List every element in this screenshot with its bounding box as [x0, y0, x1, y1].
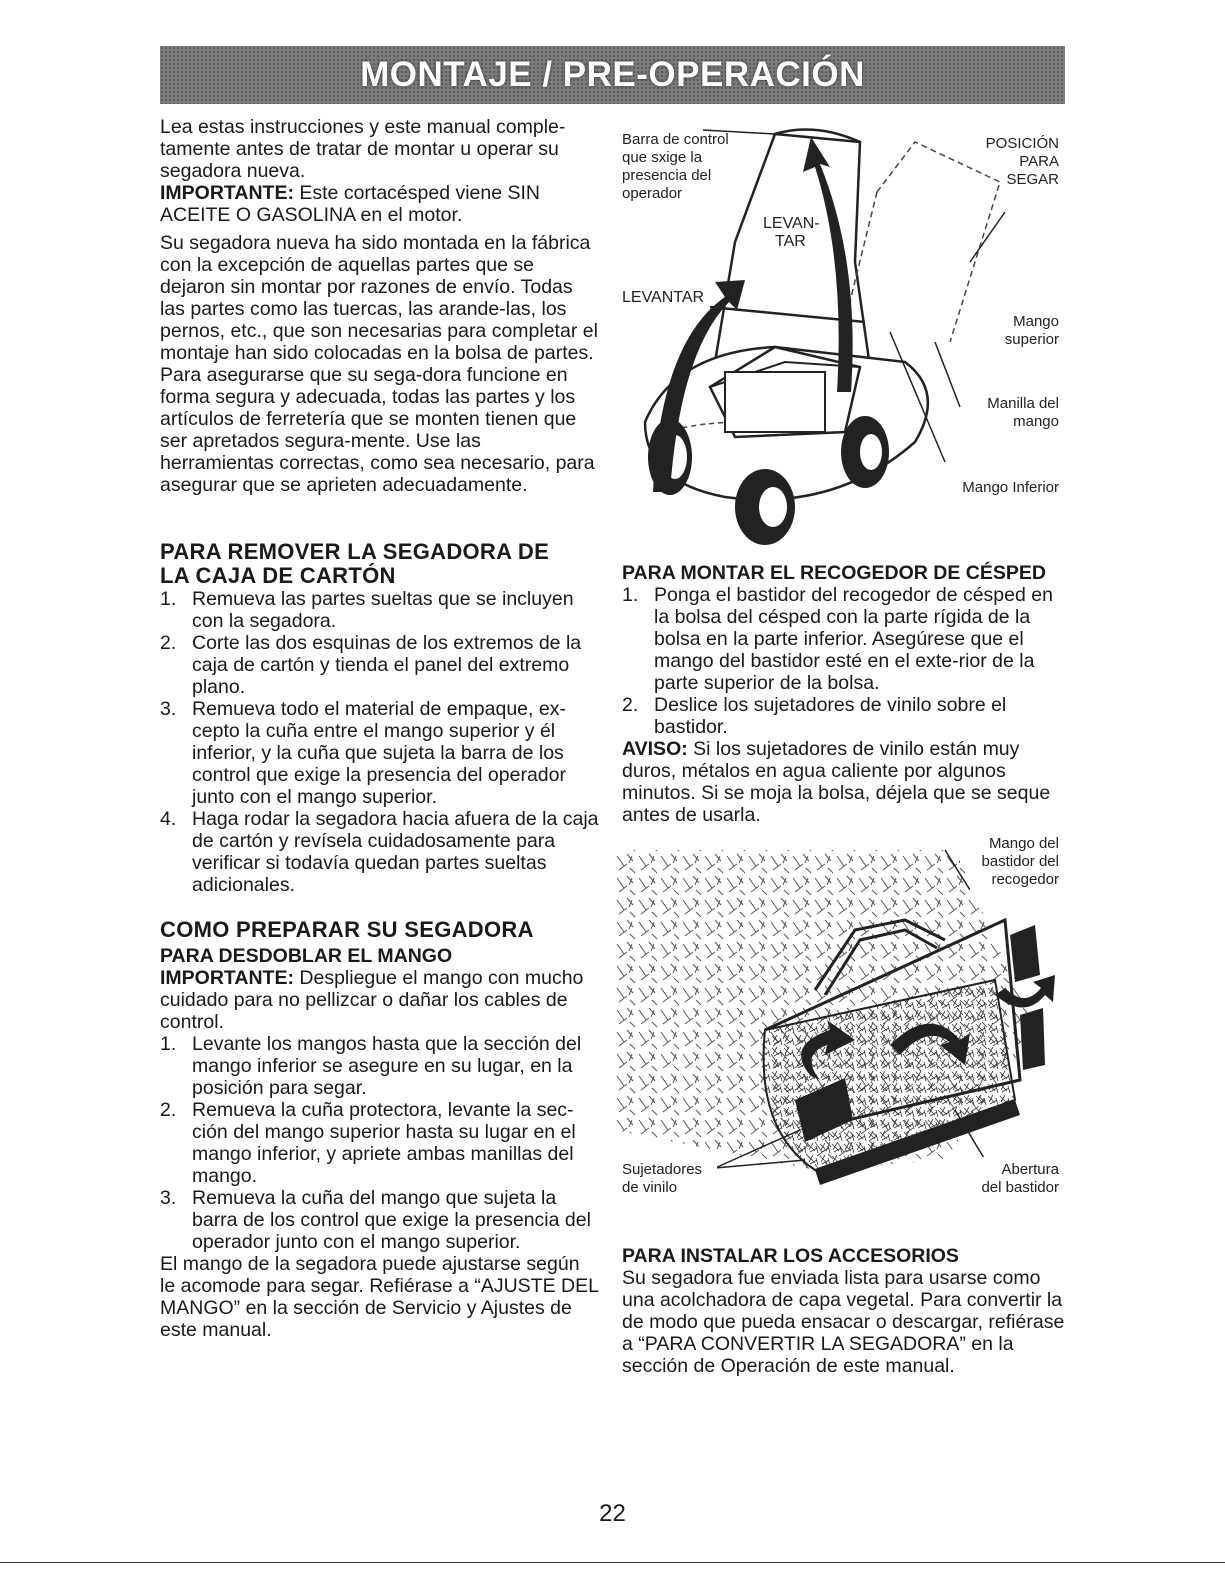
accessories-text: Su segadora fue enviada lista para usarse como una acolchadora de capa vegetal. Para convertir la de modo que pueda ensacar o descargar, refiérase a “PARA CONVERTIR LA SEGADORA” en la sección de Operación de este manual. [622, 1267, 1065, 1377]
figure1-label-knob-1: Manilla del [987, 395, 1059, 412]
figure2-label-clips-2: de vinilo [622, 1179, 678, 1196]
step-text: Remueva todo el material de empaque, ex-cepto la cuña entre el mango superior y él inferior, y la cuña que sujeta la barra de los control que exige la presencia del operador junto con el mango superior. [192, 698, 566, 808]
step-number: 4. [160, 808, 177, 830]
step-number: 1. [160, 1033, 177, 1055]
list-item [160, 1187, 600, 1253]
prepare-important [160, 967, 600, 1033]
important-text: Despliegue el mango con mucho cuidado para no pellizcar o dañar los cables de control. [160, 967, 584, 1033]
list-item [622, 584, 1067, 694]
remove-section [160, 540, 600, 896]
step-text: Remueva la cuña protectora, levante la sec-ción del mango superior hasta su lugar en el mango inferior, y apriete ambas manillas del mango. [192, 1099, 576, 1187]
grass-bag-illustration [615, 830, 1065, 1220]
list-item [160, 698, 600, 808]
figure1-label-lift-a-1: LEVAN- [763, 215, 820, 232]
accessories-title: PARA INSTALAR LOS ACCESORIOS [622, 1245, 959, 1267]
list-item [160, 632, 600, 698]
figure2-label-clips-1: Sujetadores [622, 1161, 703, 1178]
figure1-label-bar-4: operador [622, 185, 683, 202]
important-label: IMPORTANTE: [160, 967, 294, 989]
step-number: 1. [622, 584, 639, 606]
step-number: 3. [160, 698, 177, 720]
prepare-closing: El mango de la segadora puede ajustarse según le acomode para segar. Refiérase a “AJUSTE DEL MANGO” en la sección de Servicio y Ajustes de este manual. [160, 1253, 599, 1341]
figure1-label-knob-2: mango [1013, 413, 1059, 430]
vinyl-clip-icon [1010, 925, 1040, 982]
figure1-label-bar-1: Barra de control [622, 131, 729, 148]
mower-illustration [615, 112, 1065, 552]
intro-important [160, 182, 600, 226]
figure2-label-opening-2: del bastidor [981, 1179, 1059, 1196]
step-number: 3. [160, 1187, 177, 1209]
step-text: Remueva la cuña del mango que sujeta la barra de los control que exige la presencia del operador junto con el mango superior. [192, 1187, 591, 1253]
step-number: 1. [160, 588, 177, 610]
page-number: 22 [599, 1500, 626, 1527]
list-item [160, 808, 600, 896]
figure1-label-pos-1: POSICIÓN [985, 135, 1059, 152]
figure2-label-handle-1: Mango del [988, 835, 1059, 852]
remove-steps [160, 588, 600, 896]
figure2-label-handle-2: bastidor del [981, 853, 1059, 870]
important-text: Este cortacésped viene SIN ACEITE O GASOLINA en el motor. [160, 182, 541, 226]
list-item [160, 1099, 600, 1187]
accessories-section [622, 1245, 1067, 1377]
figure1-label-upper-2: superior [1004, 331, 1059, 348]
step-text: Ponga el bastidor del recogedor de césped en la bolsa del césped con la parte rígida de la bolsa en la parte inferior. Asegúrese que el mango del bastidor esté en el exte-rior de la parte superior de la bolsa. [654, 584, 1053, 694]
section-header-banner [160, 46, 1065, 104]
list-item [622, 694, 1067, 738]
figure1-label-lift-a-2: TAR [775, 233, 806, 250]
figure1-label-lower: Mango Inferior [962, 479, 1059, 496]
bag-steps [622, 584, 1067, 738]
important-label: IMPORTANTE: [160, 182, 294, 204]
figure1-label-bar-2: que sxige la [622, 149, 703, 166]
bag-section [622, 562, 1067, 826]
prepare-steps [160, 1033, 600, 1253]
list-item [160, 588, 600, 632]
mowing-position-outline [840, 142, 1000, 342]
step-number: 2. [160, 632, 177, 654]
remove-title-line-2: LA CAJA DE CARTÓN [160, 563, 396, 588]
notice-label: AVISO: [622, 738, 688, 760]
section-title: MONTAJE / PRE-OPERACIÓN [360, 55, 865, 94]
remove-title-line-1: PARA REMOVER LA SEGADORA DE [160, 539, 550, 564]
step-text: Corte las dos esquinas de los extremos de la caja de cartón y tienda el panel del extremo plano. [192, 632, 582, 698]
notice-text: Si los sujetadores de vinilo están muy duros, métalos en agua caliente por algunos minutos. Si se moja la bolsa, déjela que se seque antes de usarla. [622, 738, 1051, 826]
figure1-label-pos-2: PARA [1019, 153, 1059, 170]
prepare-title: COMO PREPARAR SU SEGADORA [160, 917, 534, 942]
step-number: 2. [160, 1099, 177, 1121]
step-number: 2. [622, 694, 639, 716]
figure2-label-opening-1: Abertura [1001, 1161, 1059, 1178]
figure1-label-upper-1: Mango [1013, 313, 1059, 330]
step-text: Haga rodar la segadora hacia afuera de la caja de cartón y revísela cuidadosamente para verificar si todavía quedan partes sueltas adicionales. [192, 808, 599, 896]
figure1-label-pos-3: SEGAR [1006, 171, 1059, 188]
intro-paragraph: Lea estas instrucciones y este manual comple-tamente antes de tratar de montar u operar su segadora nueva. [160, 116, 566, 182]
figure1-label-lift-b: LEVANTAR [622, 289, 705, 306]
step-text: Levante los mangos hasta que la sección del mango inferior se asegure en su lugar, en la posición para segar. [192, 1033, 582, 1099]
bag-notice [622, 738, 1067, 826]
bottom-divider [0, 1562, 1225, 1563]
figure1-label-bar-3: presencia del [622, 167, 712, 184]
intro-section [160, 116, 600, 496]
figure2-label-handle-3: recogedor [991, 871, 1059, 888]
vinyl-clip-icon [1020, 1008, 1045, 1070]
step-text: Deslice los sujetadores de vinilo sobre el bastidor. [654, 694, 1007, 738]
prepare-subtitle: PARA DESDOBLAR EL MANGO [160, 945, 453, 967]
prepare-section [160, 918, 600, 1341]
bag-title: PARA MONTAR EL RECOGEDOR DE CÉSPED [622, 562, 1046, 584]
list-item [160, 1033, 600, 1099]
intro-paragraph-2: Su segadora nueva ha sido montada en la fábrica con la excepción de aquellas partes que se dejaron sin montar por razones de envío. Todas las partes como las tuercas, las arande-las, los pernos, etc., que son necesarias para completar el montaje han sido colocadas en la bolsa de partes. Para asegurarse que su sega-dora funcione en forma segura y adecuada, todas las partes y los artículos de ferretería que se monten tienen que ser apretados segura-mente. Use las herramientas correctas, como sea necesario, para asegurar que se aprieten adecuadamente. [160, 232, 598, 496]
step-text: Remueva las partes sueltas que se incluyen con la segadora. [192, 588, 574, 632]
